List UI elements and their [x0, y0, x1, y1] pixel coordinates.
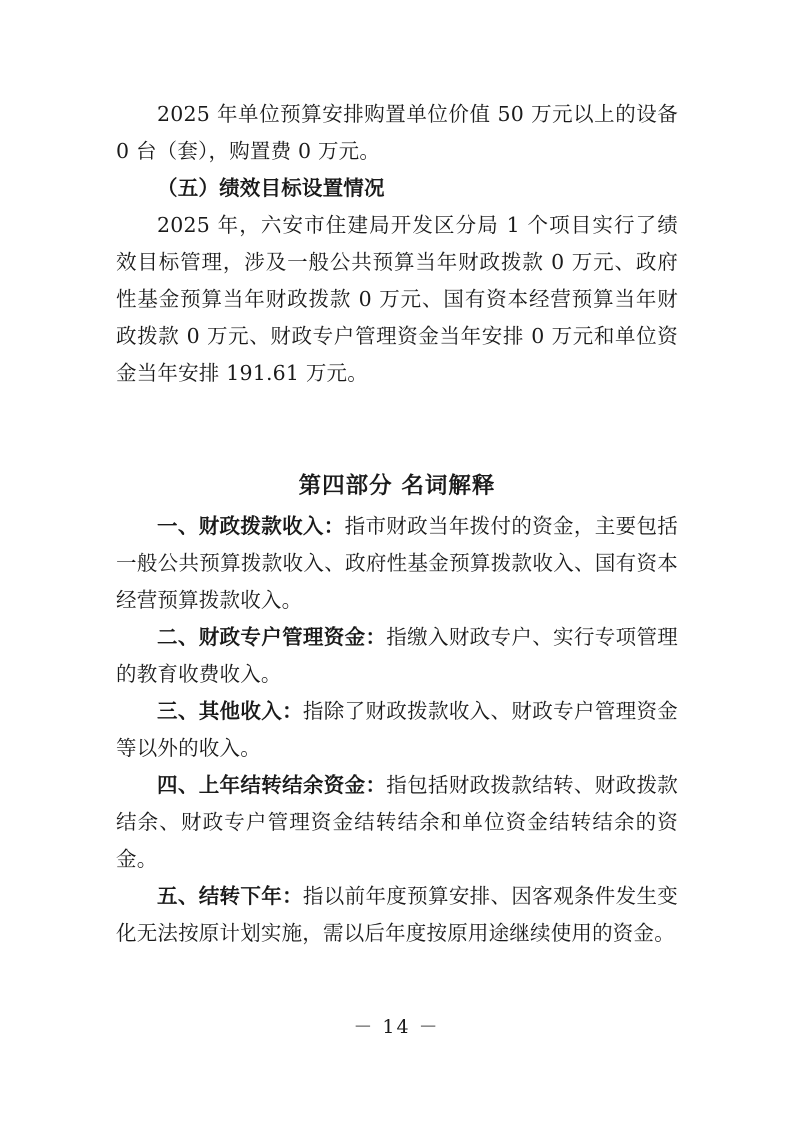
- term-text: 指包括财政拨款结转、财政拨款结余、财政专户管理资金结转结余和单位资金结转结余的资金。: [116, 773, 678, 871]
- page-content: [116, 96, 678, 952]
- part-title: 第四部分 名词解释: [298, 473, 496, 499]
- performance-target-paragraph: 2025 年，六安市住建局开发区分局 1 个项目实行了绩效目标管理，涉及一般公共预算当年财政拨款 0 万元、政府性基金预算当年财政拨款 0 万元、国有资本经营预算当年财政拨款 0 万元、财政专户管理资金当年安排 0 万元和单位资金当年安排 191.61 万元。: [116, 213, 678, 385]
- term-item: [116, 693, 678, 767]
- term-text: 指市财政当年拨付的资金，主要包括一般公共预算拨款收入、政府性基金预算拨款收入、国有资本经营预算拨款收入。: [116, 514, 678, 612]
- term-text: 指除了财政拨款收入、财政专户管理资金等以外的收入。: [116, 699, 678, 760]
- term-item: [116, 619, 678, 693]
- term-item: [116, 767, 678, 878]
- heading-performance-target: （五）绩效目标设置情况: [157, 176, 385, 200]
- term-text: 指缴入财政专户、实行专项管理的教育收费收入。: [116, 625, 678, 686]
- term-item: [116, 878, 678, 952]
- term-label: 一、财政拨款收入：: [157, 514, 345, 538]
- term-text: 指以前年度预算安排、因客观条件发生变化无法按原计划实施，需以后年度按原用途继续使用的资金。: [116, 884, 678, 945]
- term-label: 二、财政专户管理资金：: [157, 625, 387, 649]
- term-item: [116, 508, 678, 619]
- equipment-purchase-paragraph: 2025 年单位预算安排购置单位价值 50 万元以上的设备 0 台（套），购置费 0 万元。: [116, 102, 678, 163]
- term-label: 五、结转下年：: [157, 884, 303, 908]
- section-spacer: [116, 392, 678, 466]
- term-label: 四、上年结转结余资金：: [157, 773, 387, 797]
- page-number-label: － 14 －: [353, 1016, 440, 1038]
- page-number: [0, 1012, 793, 1039]
- term-label: 三、其他收入：: [157, 699, 303, 723]
